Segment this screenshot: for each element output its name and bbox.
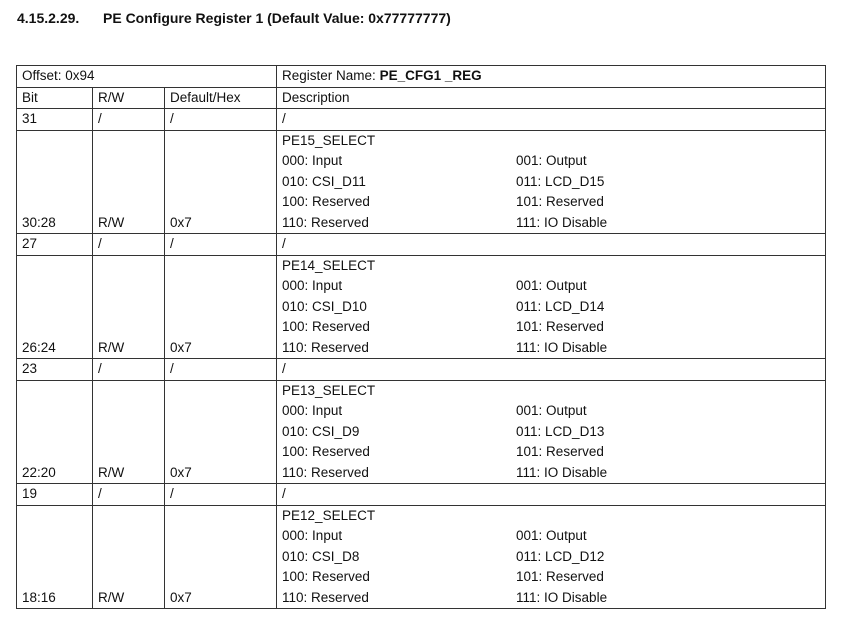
offset-cell: Offset: 0x94: [17, 66, 277, 88]
rw-cell: /: [93, 359, 165, 381]
option-item: 100: Reserved: [282, 569, 370, 584]
option-item: 011: LCD_D13: [516, 423, 605, 439]
rw-cell: R/W: [93, 255, 165, 359]
option-item: 111: IO Disable: [516, 214, 608, 230]
header-description: Description: [277, 87, 826, 109]
option-item: 100: Reserved: [282, 319, 370, 334]
field-name: PE12_SELECT: [282, 507, 376, 523]
description-cell: [277, 380, 826, 484]
bit-cell: 18:16: [17, 505, 93, 609]
description-cell: /: [277, 484, 826, 506]
bit-cell: 22:20: [17, 380, 93, 484]
register-table: [16, 65, 826, 609]
description-cell: /: [277, 359, 826, 381]
option-item: 011: LCD_D15: [516, 173, 605, 189]
register-name-cell: [277, 66, 826, 88]
option-list: [282, 276, 825, 358]
option-item: 101: Reserved: [516, 569, 604, 584]
option-item: 111: IO Disable: [516, 339, 608, 355]
table-row: [17, 130, 826, 234]
offset-row: [17, 66, 826, 88]
option-item: 001: Output: [516, 528, 587, 543]
option-item: 001: Output: [516, 403, 587, 418]
rw-cell: /: [93, 109, 165, 131]
table-row: [17, 359, 826, 381]
description-cell: [277, 505, 826, 609]
option-item: 001: Output: [516, 278, 587, 293]
field-name: PE13_SELECT: [282, 382, 376, 398]
register-name: PE_CFG1 _REG: [379, 68, 482, 83]
option-item: 100: Reserved: [282, 444, 370, 459]
default-cell: /: [165, 109, 277, 131]
option-list: [282, 151, 825, 233]
section-number: 4.15.2.29.: [17, 10, 80, 26]
description-cell: /: [277, 234, 826, 256]
option-item: 111: IO Disable: [516, 589, 608, 605]
option-item: 000: Input: [282, 153, 343, 168]
option-item: 000: Input: [282, 278, 343, 293]
option-item: 010: CSI_D10: [282, 298, 367, 314]
option-item: 110: Reserved: [282, 464, 369, 480]
bit-cell: 30:28: [17, 130, 93, 234]
default-cell: 0x7: [165, 255, 277, 359]
rw-cell: R/W: [93, 130, 165, 234]
option-item: 011: LCD_D12: [516, 548, 605, 564]
option-item: 010: CSI_D8: [282, 548, 360, 564]
bit-cell: 19: [17, 484, 93, 506]
field-name: PE14_SELECT: [282, 257, 376, 273]
option-item: 010: CSI_D9: [282, 423, 360, 439]
table-row: [17, 505, 826, 609]
option-item: 011: LCD_D14: [516, 298, 605, 314]
option-item: 110: Reserved: [282, 339, 369, 355]
rw-cell: R/W: [93, 380, 165, 484]
option-item: 101: Reserved: [516, 194, 604, 209]
bit-cell: 23: [17, 359, 93, 381]
option-item: 101: Reserved: [516, 444, 604, 459]
option-item: 100: Reserved: [282, 194, 370, 209]
option-item: 101: Reserved: [516, 319, 604, 334]
option-item: 111: IO Disable: [516, 464, 608, 480]
option-item: 000: Input: [282, 403, 343, 418]
header-bit: Bit: [17, 87, 93, 109]
bit-cell: 27: [17, 234, 93, 256]
option-list: [282, 526, 825, 608]
option-list: [282, 401, 825, 483]
header-default: Default/Hex: [165, 87, 277, 109]
description-cell: [277, 130, 826, 234]
table-row: [17, 484, 826, 506]
bit-cell: 26:24: [17, 255, 93, 359]
register-name-label: Register Name:: [282, 68, 380, 83]
default-cell: /: [165, 234, 277, 256]
description-cell: [277, 255, 826, 359]
rw-cell: /: [93, 234, 165, 256]
section-title: PE Configure Register 1 (Default Value: 0x77777777): [103, 10, 451, 26]
default-cell: 0x7: [165, 505, 277, 609]
default-cell: 0x7: [165, 380, 277, 484]
option-item: 110: Reserved: [282, 214, 369, 230]
bit-cell: 31: [17, 109, 93, 131]
option-item: 010: CSI_D11: [282, 173, 366, 189]
default-cell: /: [165, 484, 277, 506]
rw-cell: R/W: [93, 505, 165, 609]
header-row: [17, 87, 826, 109]
table-row: [17, 380, 826, 484]
table-row: [17, 234, 826, 256]
table-row: [17, 255, 826, 359]
default-cell: /: [165, 359, 277, 381]
section-heading: [17, 10, 451, 26]
option-item: 000: Input: [282, 528, 343, 543]
table-row: [17, 109, 826, 131]
option-item: 110: Reserved: [282, 589, 369, 605]
field-name: PE15_SELECT: [282, 132, 376, 148]
option-item: 001: Output: [516, 153, 587, 168]
description-cell: /: [277, 109, 826, 131]
header-rw: R/W: [93, 87, 165, 109]
rw-cell: /: [93, 484, 165, 506]
default-cell: 0x7: [165, 130, 277, 234]
